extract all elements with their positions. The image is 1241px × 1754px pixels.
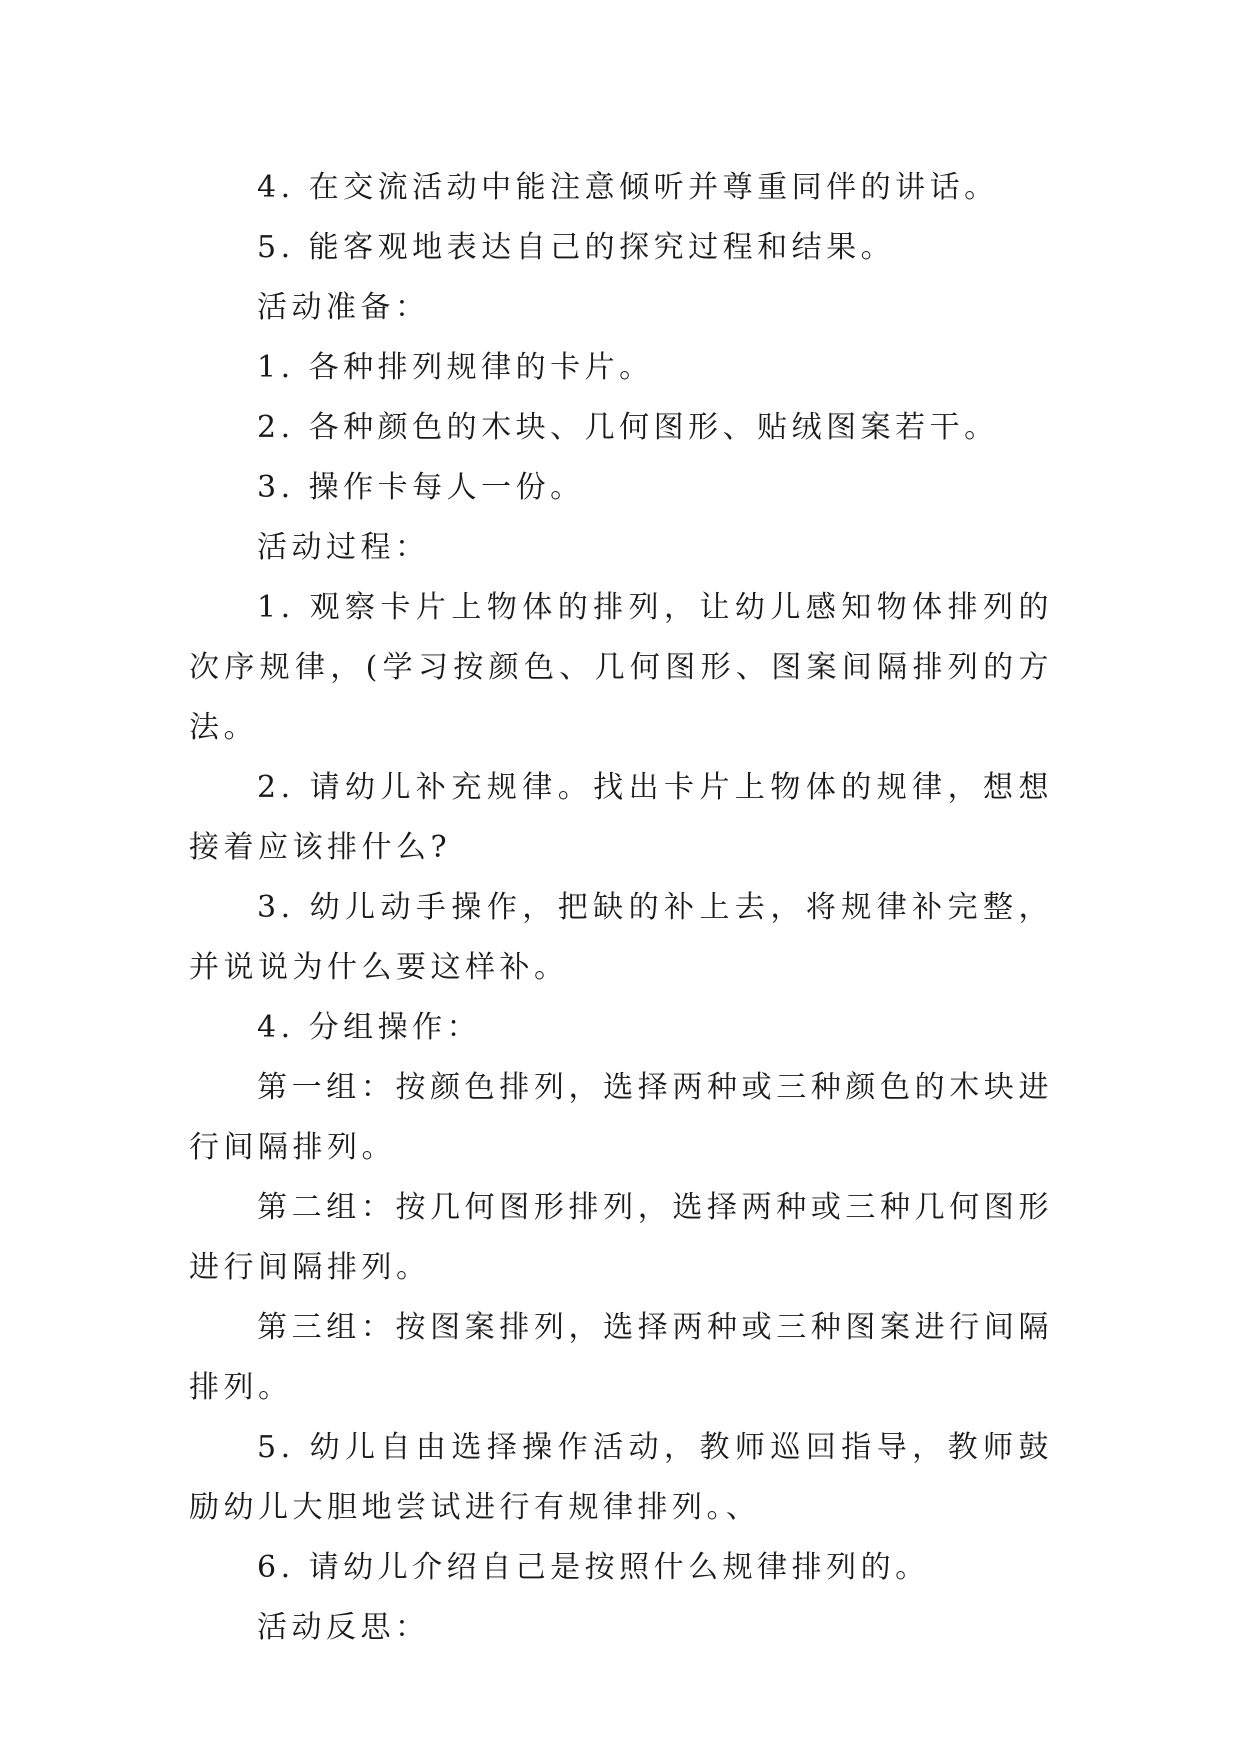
preparation-item-2: 2. 各种颜色的木块、几何图形、贴绒图案若干。	[257, 410, 999, 445]
document-body	[189, 158, 1053, 1658]
process-step-5: 5. 幼儿自由选择操作活动，教师巡回指导，教师鼓励幼儿大胆地尝试进行有规律排列。、	[189, 1430, 1053, 1525]
section-heading-reflection: 活动反思：	[257, 1610, 430, 1645]
process-step-1: 1. 观察卡片上物体的排列，让幼儿感知物体排列的次序规律，(学习按颜色、几何图形、图案间隔排列的方法。	[189, 590, 1053, 745]
preparation-item-1: 1. 各种排列规律的卡片。	[257, 350, 654, 385]
process-step-3: 3. 幼儿动手操作，把缺的补上去，将规律补完整，并说说为什么要这样补。	[189, 890, 1053, 985]
group-2-description: 第二组：按几何图形排列，选择两种或三种几何图形进行间隔排列。	[189, 1190, 1053, 1285]
process-step-6: 6. 请幼儿介绍自己是按照什么规律排列的。	[257, 1550, 930, 1585]
group-3-description: 第三组：按图案排列，选择两种或三种图案进行间隔排列。	[189, 1310, 1053, 1405]
process-step-4: 4. 分组操作：	[257, 1010, 482, 1045]
preparation-item-3: 3. 操作卡每人一份。	[257, 470, 585, 505]
process-step-2: 2. 请幼儿补充规律。找出卡片上物体的规律，想想接着应该排什么?	[189, 770, 1053, 865]
section-heading-process: 活动过程：	[257, 530, 430, 565]
objective-item-5: 5. 能客观地表达自己的探究过程和结果。	[257, 230, 896, 265]
objective-item-4: 4. 在交流活动中能注意倾听并尊重同伴的讲话。	[257, 170, 999, 205]
group-1-description: 第一组：按颜色排列，选择两种或三种颜色的木块进行间隔排列。	[189, 1070, 1053, 1165]
section-heading-preparation: 活动准备：	[257, 290, 430, 325]
